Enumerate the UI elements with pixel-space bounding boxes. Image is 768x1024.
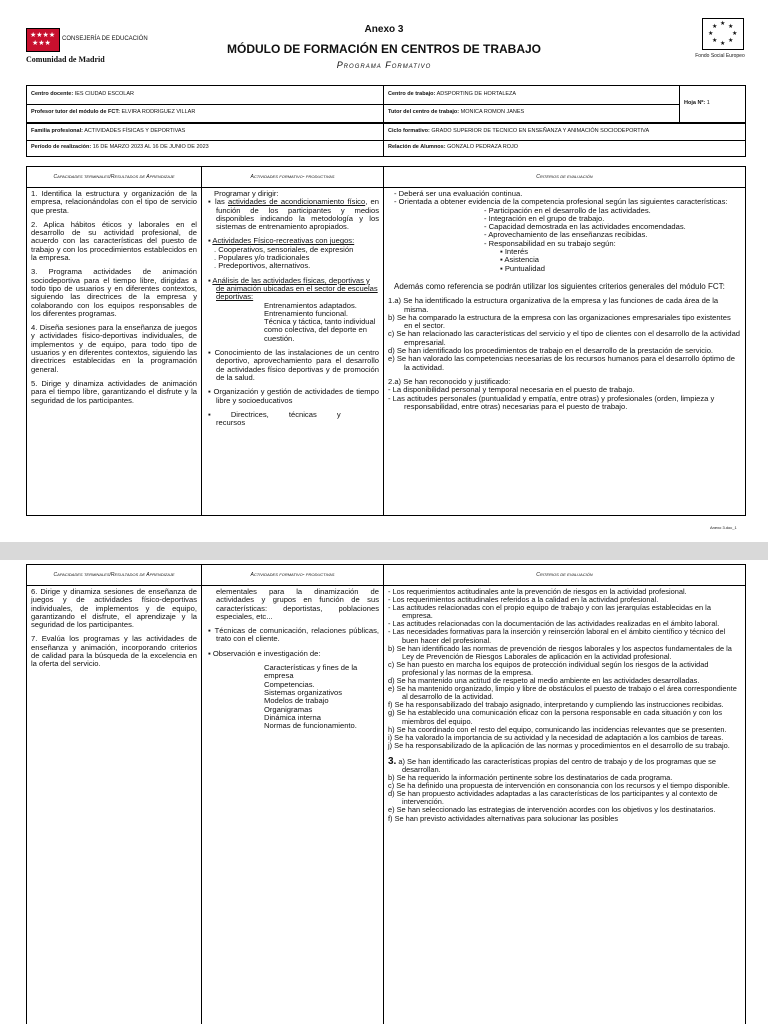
page-2 [0, 560, 768, 1024]
observacion-sublist: Características y fines de la empresa Competencias. Sistemas organizativos Modelos de trabajo Organigramas Dinámica interna Normas de funcionamiento. [264, 663, 358, 731]
actividades-column [202, 167, 383, 515]
capacidades-header-p2: Capacidades terminales/Resultados de Aprendizaje [27, 565, 201, 586]
actividad-observacion: ▪ Observación e investigación de: [206, 650, 379, 658]
info-box-centers [26, 85, 746, 123]
actividades-intro: Programar y dirigir: [214, 189, 279, 198]
capacidad-6: 6. Dirige y dinamiza sesiones de enseñanza de juegos y de actividades físico-deportivas individuales, de implementos y de equipo, garantizando el disfrute, el aprendizaje y la seguridad de los participantes. [31, 587, 197, 630]
criterio-top-1: - Deberá ser una evaluación continua. [394, 189, 523, 198]
actividad-acondicionamiento: ▪ las actividades de acondicionamiento físico, en función de los participantes y medios disponibles indicando la metodología y los sistemas de entrenamiento apropiados. [206, 198, 379, 231]
criterios-header-p2: Criterios de evaluación [384, 565, 745, 586]
caracteristicas-list: - Participación en el desarrollo de las actividades. - Integración en el grupo de trabajo. - Capacidad demostrada en las actividades encomendadas. - Aprovechamiento de las enseñanzas recibidas. - Responsabilidad en su trabajo según: [484, 205, 686, 248]
actividad-fisico-recreativas: ▪ Actividades Físico-recreativas con juegos: [206, 237, 379, 245]
comunidad-madrid-flag-logo: ★★★★ ★★★ [26, 28, 60, 52]
program-table-page1 [26, 166, 746, 516]
centro-docente: Centro docente: IES CIUDAD ESCOLAR [31, 91, 134, 97]
criterios-2-head: 2.a) Se han reconocido y justificado: [388, 376, 511, 386]
consejeria-label: CONSEJERÍA DE EDUCACIÓN [62, 36, 148, 42]
ciclo-formativo: Ciclo formativo: GRADO SUPERIOR DE TECNICO EN ENSEÑANZA Y ANIMACIÓN SOCIODEPORTIVA [388, 128, 650, 134]
criterio-top-2: - Orientada a obtener evidencia de la competencia profesional según las siguientes características: [394, 197, 728, 207]
actividad-instalaciones: ▪ Conocimiento de las instalaciones de un centro deportivo, aprovechamiento para el desarrollo de actividades físico deportivas y de promoción de la salud. [206, 349, 379, 382]
capacidades-header: Capacidades terminales/Resultados de Aprendizaje [27, 167, 201, 188]
criterios-column [384, 167, 745, 515]
analisis-sublist: Entrenamientos adaptados. Entrenamiento funcional. Técnica y táctica, tanto individual como colectiva, del deporte en cuestión. [264, 300, 376, 343]
actividad-organizacion: ▪ Organización y gestión de actividades de tiempo libre y socioeducativos [206, 388, 379, 405]
centro-trabajo: Centro de trabajo: ADSPORTING DE HORTALEZA [388, 91, 517, 97]
capacidad-1: 1. Identifica la estructura y organización de la empresa, relacionándolas con el tipo de servicio que presta. [31, 189, 197, 215]
criterios-header: Criterios de evaluación [384, 167, 745, 188]
annex-title: Anexo 3 [364, 24, 404, 35]
capacidad-4: 4. Diseña sesiones para la enseñanza de juegos y actividades físico-deportivas individuales, de implementos y de equipo, para todo tipo de usuarios y en diferentes contextos, siguiendo las directrices establecidas en la programación general. [31, 323, 197, 374]
actividad-directrices: ▪ Directrices, técnicas y recursos [206, 411, 379, 428]
actividades-header: Actividades formativo- productivas [202, 167, 383, 188]
actividad-comunicacion: ▪ Técnicas de comunicación, relaciones públicas, trato con el cliente. [206, 627, 379, 644]
info-box-ciclo [26, 123, 746, 157]
capacidades-column-p2 [27, 565, 201, 1024]
familia-profesional: Familia profesional: ACTIVIDADES FÍSICAS Y DEPORTIVAS [31, 128, 186, 134]
relacion-alumnos: Relación de Alumnos: GONZALO PEDRAZA ROJO [388, 144, 518, 150]
criterios-1-list: 1.a) Se ha identificado la estructura organizativa de la empresa y las funciones de cada área de la misma. b) Se ha comparado la estructura de la empresa con las organizaciones empresariales tipo existentes en el sector. c) Se han relacionado las características del servicio y el tipo de clientes con el desarrollo de la actividad empresarial. d) Se han identificado los procedimientos de trabajo en el desarrollo de la prestación de servicio. e) Se han valorado las competencias necesarias de los recursos humanos para el desarrollo óptimo de la actividad. [388, 296, 741, 372]
actividades-column-p2 [202, 565, 383, 1024]
hoja-number: Hoja Nº: 1 [684, 100, 710, 106]
capacidad-5: 5. Dirige y dinamiza actividades de animación para el tiempo libre, garantizando el disfrute y la seguridad de los participantes. [31, 378, 197, 405]
capacidad-2: 2. Aplica hábitos éticos y laborales en el desarrollo de su actividad profesional, de acuerdo con las características del puesto de trabajo y con los procedimientos establecidos en la empresa. [31, 219, 197, 263]
capacidad-7: 7. Evalúa los programas y las actividades de enseñanza y animación, incorporando criterios de calidad para la búsqueda de la excelencia en la oferta del servicio. [31, 634, 197, 669]
ademas-text: Además como referencia se podrán utilizar los siguientes criterios generales del módulo FCT: [394, 281, 725, 291]
actividades-header-p2: Actividades formativo- productivas [202, 565, 383, 586]
responsabilidad-list: ▪ Interés ▪ Asistencia ▪ Puntualidad [388, 248, 741, 273]
criterios-3-list: 3. a) Se han identificado las características propias del centro de trabajo y de los programas que se desarrollan. b) Se ha requerido la información pertinente sobre los destinatarios de cada programa. c) Se ha definido una propuesta de intervención en consonancia con los recursos y el tiempo disponible. d) Se han propuesto actividades adaptadas a las características de los participantes y al contexto de intervención. e) Se han seleccionado las estrategias de intervención acordes con los objetivos y los destinatarios. f) Se han previsto actividades alternativas para solucionar las posibles [388, 755, 730, 823]
criterios-cont-list: - Los requerimientos actitudinales ante la prevención de riesgos en la actividad profesional. - Los requerimientos actitudinales referidos a la calidad en la actividad profesional. - Las actitudes relacionadas con el propio equipo de trabajo y con las jerarquías establecidas en la empresa. - Las actitudes relacionadas con la documentación de las actividades realizadas en el ámbito laboral. - Las necesidades formativas para la inserción y reinserción laboral en el ámbito científico y técnico del buen hacer del profesional. b) Se han identificado las normas de prevención de riesgos laborales y los aspectos fundamentales de la Ley de Prevención de Riesgos Laborales de aplicación en la actividad profesional. c) Se han puesto en marcha los equipos de protección individual según los riesgos de la actividad profesional y las normas de la empresa. d) Se ha mantenido una actitud de respeto al medio ambiente en las actividades desarrolladas. e) Se ha mantenido organizado, limpio y libre de obstáculos el puesto de trabajo o el área correspondiente al desarrollo de la actividad. f) Se ha responsabilizado del trabajo asignado, interpretando y cumpliendo las instrucciones recibidas. g) Se ha establecido una comunicación eficaz con la persona responsable en cada situación y con los miembros del equipo. h) Se ha coordinado con el resto del equipo, comunicando las incidencias relevantes que se presenten. i) Se ha valorado la importancia de su actividad y la necesidad de adaptación a los cambios de tareas. j) Se ha responsabilizado de la aplicación de las normas y procedimientos en el desarrollo de su trabajo. [388, 587, 737, 750]
comunidad-label: Comunidad de Madrid [26, 55, 105, 64]
capacidades-column [27, 167, 201, 515]
periodo-realizacion: Período de realización: 16 DE MARZO 2023 AL 16 DE JUNIO DE 2023 [31, 144, 209, 150]
tutor-centro: Tutor del centro de trabajo: MONICA ROMON JANES [388, 109, 525, 115]
program-title: Programa Formativo [336, 60, 432, 70]
criterios-column-p2 [384, 565, 745, 1024]
program-table-page2 [26, 564, 746, 1024]
footer-note: Anexo 3.doc_1 [710, 525, 737, 530]
profesor-tutor: Profesor tutor del módulo de FCT: ELVIRA RODRIGUEZ VILLAR [31, 109, 196, 115]
capacidad-3: 3. Programa actividades de animación sociodeportiva para el tiempo libre, dirigidas a todo tipo de usuarios y en diferentes contextos, siguiendo las directrices de la empresa y colaborando con los equipos responsables de los diferentes programas. [31, 267, 197, 318]
criterios-2-list: - La disponibilidad personal y temporal necesaria en el puesto de trabajo. - Las actitudes personales (puntualidad y empatía, entre otras) y profesionales (orden, limpieza y responsabilidad, entre otras) necesarias para el puesto de trabajo. [388, 385, 715, 411]
fse-label: Fondo Social Europeo [695, 53, 745, 59]
juegos-sublist: . Cooperativos, sensoriales, de expresión . Populares y/o tradicionales . Predeportivos, alternativos. [214, 244, 354, 271]
module-title: MÓDULO DE FORMACIÓN EN CENTROS DE TRABAJO [226, 42, 541, 56]
actividad-cont: elementales para la dinamización de actividades y grupos en función de sus características: deportistas, poblaciones especiales, etc... [216, 587, 379, 621]
eu-flag-logo: ★ ★ ★ ★ ★ ★ ★ ★ [702, 18, 744, 50]
actividad-analisis: ▪ Análisis de las actividades físicas, deportivas y de animación ubicadas en el sector de escuelas deportivas: [206, 277, 379, 302]
